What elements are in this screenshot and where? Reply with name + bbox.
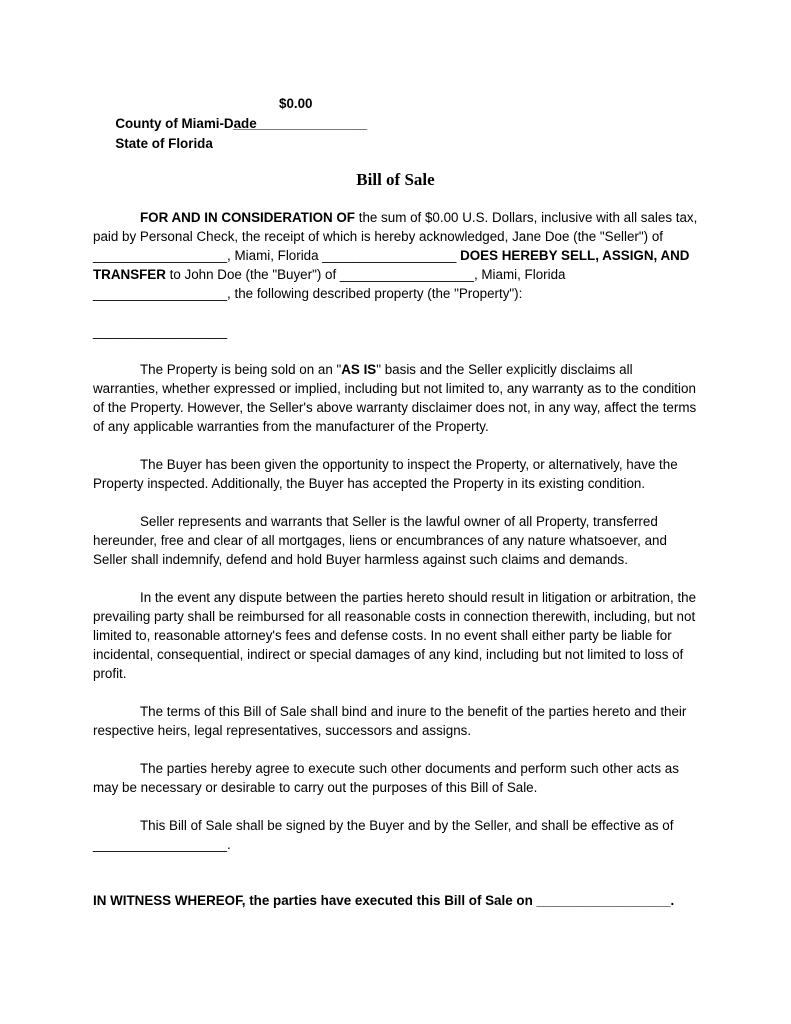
county-label: County of Miami-Dade — [115, 116, 257, 131]
as-is-text-1: The Property is being sold on an " — [140, 362, 342, 377]
document-body — [93, 208, 699, 873]
paragraph-inspection: The Buyer has been given the opportunity to inspect the Property, or alternatively, have the Property inspected. Additionally, the Buyer has accepted the Property in its existing condition. — [93, 457, 678, 491]
paragraph-further-acts: The parties hereby agree to execute such other documents and perform such other acts as may be necessary or desirable to carry out the purposes of this Bill of Sale. — [93, 761, 679, 795]
consideration-text-1: the sum of $0.00 U.S. Dollars, inclusive with all sales tax, paid by Personal Check, the receipt of which is hereby acknowledged, Jane Doe (the "Seller") of __________________, Miami, Florida __________________ — [93, 210, 698, 263]
paragraph-effective-date: This Bill of Sale shall be signed by the Buyer and by the Seller, and shall be effective as of __________________. — [93, 818, 674, 852]
paragraph-ownership: Seller represents and warrants that Seller is the lawful owner of all Property, transferred hereunder, free and clear of all mortgages, liens or encumbrances of any nature whatsoever, and Seller shall indemnify, defend and hold Buyer harmless against such claims and demands. — [93, 514, 667, 567]
paragraph-as-is — [93, 360, 699, 436]
document-title: Bill of Sale — [356, 170, 435, 189]
header-row-county — [93, 94, 313, 131]
witness-clause: IN WITNESS WHEREOF, the parties have executed this Bill of Sale on __________________. — [93, 893, 675, 908]
as-is-bold: AS IS — [341, 362, 377, 377]
state-label: State of Florida — [115, 136, 213, 151]
property-description-blank: __________________ — [93, 324, 228, 339]
consideration-heading: FOR AND IN CONSIDERATION OF — [140, 210, 355, 225]
amount-value: $0.00 — [279, 96, 313, 111]
transfer-heading: DOES HEREBY SELL, ASSIGN, AND TRANSFER — [93, 248, 690, 282]
paragraph-dispute: In the event any dispute between the parties hereto should result in litigation or arbitration, the prevailing party shall be reimbursed for all reasonable costs in connection therewith, including, but not limited to, reasonable attorney's fees and defense costs. In no event shall either party be liable for incidental, consequential, indirect or special damages of any kind, including but not limited to loss of profit. — [93, 590, 697, 681]
document-header — [93, 94, 368, 151]
paragraph-binding: The terms of this Bill of Sale shall bind and inure to the benefit of the parties hereto and their respective heirs, legal representatives, successors and assigns. — [93, 704, 687, 738]
state-blank: __________________ — [233, 116, 368, 131]
consideration-text-2: to John Doe (the "Buyer") of __________________, Miami, Florida __________________, the following described property (the "Property"): — [93, 267, 566, 301]
paragraph-consideration — [93, 208, 699, 303]
as-is-text-2: " basis and the Seller explicitly disclaims all warranties, whether expressed or implied, including but not limited to, any warranty as to the condition of the Property. However, the Seller's above warranty disclaimer does not, in any way, affect the terms of any applicable warranties from the manufacturer of the Property. — [93, 362, 697, 434]
header-row-state — [93, 114, 368, 151]
